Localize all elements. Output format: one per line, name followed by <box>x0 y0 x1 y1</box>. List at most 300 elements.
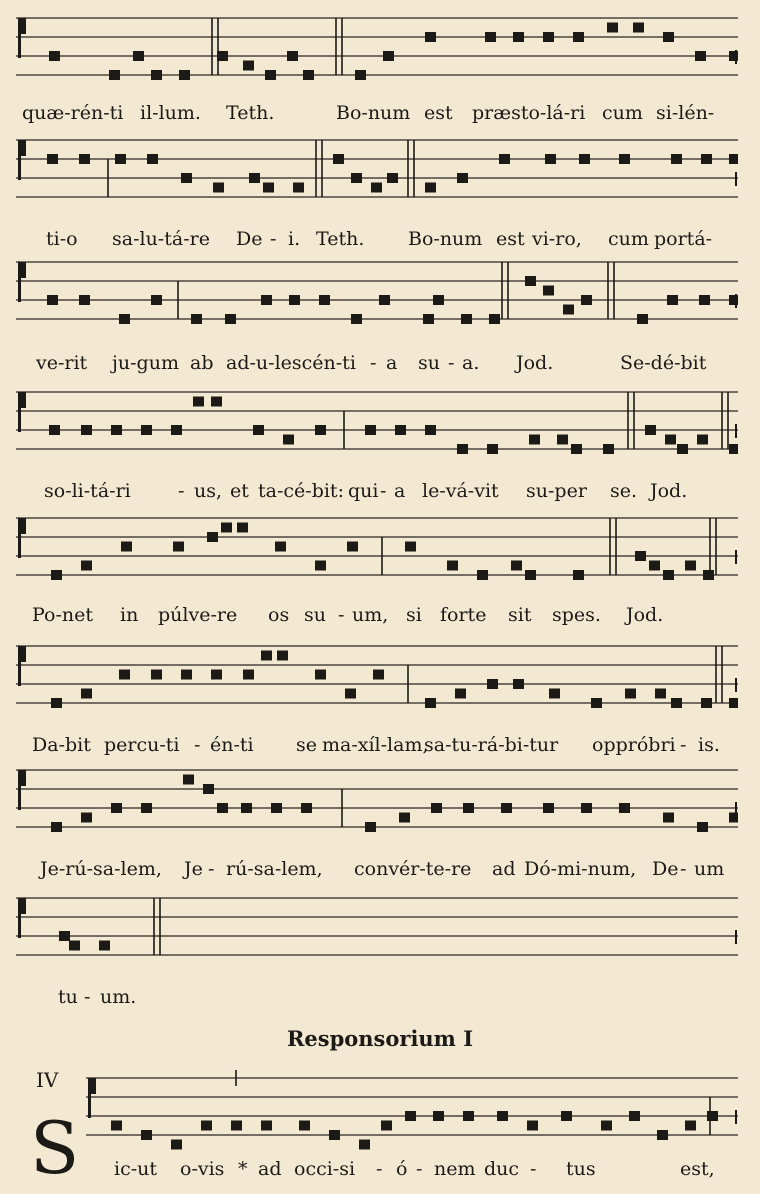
neume <box>695 51 706 61</box>
neume <box>299 1121 310 1131</box>
neume <box>645 425 656 435</box>
neume <box>707 1111 718 1121</box>
neume <box>301 803 312 813</box>
neume <box>663 32 674 42</box>
staff-6 <box>16 642 738 722</box>
neume <box>455 689 466 699</box>
neume <box>347 542 358 552</box>
clef-stem <box>18 898 21 938</box>
mode-label: IV <box>36 1068 59 1092</box>
neume <box>477 570 488 580</box>
staff-9 <box>86 1066 738 1156</box>
neume <box>319 295 330 305</box>
word: us, <box>194 480 223 502</box>
word: convér-te-re <box>354 858 472 880</box>
neume <box>671 698 682 708</box>
word: Jod. <box>650 480 688 502</box>
neume <box>171 425 182 435</box>
neume <box>573 570 584 580</box>
neume <box>685 561 696 571</box>
neume <box>211 397 222 407</box>
neume <box>119 670 130 680</box>
word: le-vá-vit <box>422 480 499 502</box>
neume <box>51 822 62 832</box>
clef-stem <box>88 1078 91 1118</box>
neume <box>667 295 678 305</box>
staff-5 <box>16 514 738 594</box>
neume <box>79 295 90 305</box>
neume <box>51 570 62 580</box>
neume <box>225 314 236 324</box>
word: én-ti <box>210 734 254 756</box>
neume <box>663 813 674 823</box>
neume <box>499 154 510 164</box>
word: ad <box>492 858 516 880</box>
word: Je-rú-sa-lem, <box>40 858 162 880</box>
neume <box>81 689 92 699</box>
neume <box>221 523 232 533</box>
word: - <box>84 986 91 1008</box>
neume <box>47 295 58 305</box>
neume <box>425 183 436 193</box>
clef-stem <box>18 392 21 432</box>
neume <box>487 444 498 454</box>
neume <box>557 435 568 445</box>
staff-7 <box>16 766 738 846</box>
neume <box>665 435 676 445</box>
neume <box>579 154 590 164</box>
word: se <box>296 734 317 756</box>
neume <box>111 1121 122 1131</box>
neume <box>729 51 738 61</box>
neume <box>171 1140 182 1150</box>
word: sa-tu-rá-bi-tur <box>424 734 559 756</box>
neume <box>571 444 582 454</box>
neume <box>637 314 648 324</box>
neume <box>329 1130 340 1140</box>
neume <box>147 154 158 164</box>
neume <box>649 561 660 571</box>
word: - <box>370 352 377 374</box>
word: Dó-mi-num, <box>524 858 637 880</box>
neume <box>151 70 162 80</box>
neume <box>181 173 192 183</box>
word: o-vis <box>180 1158 225 1180</box>
neume <box>607 23 618 33</box>
clef-stem <box>18 18 21 58</box>
neume <box>447 561 458 571</box>
lyrics-2 <box>30 228 730 254</box>
word: ti-o <box>46 228 78 250</box>
neume <box>207 532 218 542</box>
lyrics-7 <box>30 858 730 884</box>
word: vi-ro, <box>532 228 582 250</box>
neume <box>99 941 110 951</box>
neume <box>703 570 714 580</box>
neume <box>243 61 254 71</box>
neume <box>701 154 712 164</box>
word: - <box>178 480 185 502</box>
word: ab <box>190 352 214 374</box>
word: est, <box>680 1158 715 1180</box>
neume <box>293 183 304 193</box>
neume <box>525 276 536 286</box>
neume <box>213 183 224 193</box>
neume <box>133 51 144 61</box>
neume <box>371 183 382 193</box>
word: percu-ti <box>104 734 180 756</box>
neume <box>315 561 326 571</box>
neume <box>109 70 120 80</box>
word: - <box>270 228 277 250</box>
neume <box>373 670 384 680</box>
neume <box>685 1121 696 1131</box>
neume <box>179 70 190 80</box>
neume <box>365 425 376 435</box>
word: ve-rit <box>36 352 88 374</box>
neume <box>315 425 326 435</box>
neume <box>265 70 276 80</box>
neume <box>581 803 592 813</box>
word: - <box>194 734 201 756</box>
neume <box>485 32 496 42</box>
word: ad-u-lescén-ti <box>226 352 356 374</box>
neume <box>425 32 436 42</box>
neume <box>111 425 122 435</box>
neume <box>543 803 554 813</box>
neume <box>619 803 630 813</box>
neume <box>545 154 556 164</box>
word: qui <box>348 480 379 502</box>
neume <box>351 314 362 324</box>
neume <box>345 689 356 699</box>
word: spes. <box>552 604 601 626</box>
neume <box>261 295 272 305</box>
neume <box>275 542 286 552</box>
neume <box>151 670 162 680</box>
neume <box>501 803 512 813</box>
neume <box>303 70 314 80</box>
word: cum <box>608 228 649 250</box>
neume <box>425 425 436 435</box>
word: portá- <box>654 228 713 250</box>
neume <box>249 173 260 183</box>
neume <box>387 173 398 183</box>
word: ta-cé-bit: <box>258 480 344 502</box>
neume <box>359 1140 370 1150</box>
word: su-per <box>526 480 587 502</box>
word: púlve-re <box>158 604 238 626</box>
word: um, <box>352 604 389 626</box>
staff-8 <box>16 894 738 974</box>
neume <box>625 689 636 699</box>
neume <box>405 1111 416 1121</box>
word: - <box>376 1158 383 1180</box>
neume <box>699 295 710 305</box>
neume <box>381 1121 392 1131</box>
word: a. <box>462 352 480 374</box>
staff-3 <box>16 258 738 338</box>
clef-stem <box>18 140 21 180</box>
neume <box>603 444 614 454</box>
neume <box>49 51 60 61</box>
neume <box>81 813 92 823</box>
word: il-lum. <box>140 102 201 124</box>
staff-1-svg <box>16 14 738 94</box>
neume <box>203 784 214 794</box>
neume <box>543 32 554 42</box>
neume <box>729 444 738 454</box>
neume <box>563 305 574 315</box>
word: Je <box>184 858 203 880</box>
staff-8-svg <box>16 894 738 974</box>
neume <box>511 561 522 571</box>
neume <box>729 154 738 164</box>
word: forte <box>440 604 487 626</box>
clef-stem <box>18 262 21 302</box>
word: præsto-lá-ri <box>472 102 586 124</box>
initial-letter: S <box>30 1106 80 1190</box>
neume <box>671 154 682 164</box>
neume <box>601 1121 612 1131</box>
word: sa-lu-tá-re <box>112 228 210 250</box>
neume <box>241 803 252 813</box>
word: Se-dé-bit <box>620 352 707 374</box>
word: * <box>238 1158 248 1180</box>
neume <box>261 651 272 661</box>
word: - <box>380 480 387 502</box>
neume <box>635 551 646 561</box>
neume <box>543 286 554 296</box>
neume <box>529 435 540 445</box>
neume <box>191 314 202 324</box>
word: Teth. <box>316 228 365 250</box>
word: ju-gum <box>112 352 179 374</box>
word: a <box>386 352 398 374</box>
neume <box>487 679 498 689</box>
neume <box>263 183 274 193</box>
word: is. <box>698 734 720 756</box>
word: Po-net <box>32 604 93 626</box>
neume <box>457 173 468 183</box>
word: su <box>418 352 440 374</box>
word: tu <box>58 986 78 1008</box>
neume <box>399 813 410 823</box>
neume <box>581 295 592 305</box>
word: - <box>416 1158 423 1180</box>
word: duc <box>484 1158 520 1180</box>
staff-5-svg <box>16 514 738 594</box>
word: occi-si <box>294 1158 356 1180</box>
neume <box>81 561 92 571</box>
neume <box>549 689 560 699</box>
word: - <box>530 1158 537 1180</box>
neume <box>261 1121 272 1131</box>
word: nem <box>434 1158 476 1180</box>
word: oppróbri <box>592 734 676 756</box>
word: cum <box>602 102 643 124</box>
neume <box>59 931 70 941</box>
neume <box>657 1130 668 1140</box>
neume <box>573 32 584 42</box>
staff-2-svg <box>16 136 738 216</box>
neume <box>51 698 62 708</box>
neume <box>287 51 298 61</box>
section-heading: Responsorium I <box>286 1026 474 1051</box>
lyrics-3 <box>30 352 730 378</box>
neume <box>355 70 366 80</box>
neume <box>629 1111 640 1121</box>
word: Teth. <box>226 102 275 124</box>
neume <box>633 23 644 33</box>
neume <box>729 698 738 708</box>
staff-4 <box>16 388 738 468</box>
word: ad <box>258 1158 282 1180</box>
neume <box>217 803 228 813</box>
word: um. <box>100 986 137 1008</box>
neume <box>513 32 524 42</box>
neume <box>119 314 130 324</box>
neume <box>81 425 92 435</box>
neume <box>729 295 738 305</box>
word: - <box>448 352 455 374</box>
neume <box>141 425 152 435</box>
word: ic-ut <box>114 1158 158 1180</box>
neume <box>211 670 222 680</box>
neume <box>405 542 416 552</box>
word: Jod. <box>626 604 664 626</box>
word: se. <box>610 480 638 502</box>
lyrics-8 <box>30 986 730 1012</box>
neume <box>513 679 524 689</box>
neume <box>527 1121 538 1131</box>
neume <box>121 542 132 552</box>
clef-stem <box>18 770 21 810</box>
neume <box>49 425 60 435</box>
neume <box>463 803 474 813</box>
word: - <box>208 858 215 880</box>
word: De <box>236 228 263 250</box>
neume <box>183 775 194 785</box>
neume <box>115 154 126 164</box>
neume <box>489 314 500 324</box>
neume <box>333 154 344 164</box>
lyrics-1 <box>22 102 730 128</box>
staff-2 <box>16 136 738 216</box>
neume <box>379 295 390 305</box>
neume <box>243 670 254 680</box>
word: - <box>338 604 345 626</box>
neume <box>663 570 674 580</box>
neume <box>677 444 688 454</box>
word: rú-sa-lem, <box>226 858 323 880</box>
neume <box>79 154 90 164</box>
word: Jod. <box>516 352 554 374</box>
staff-9-svg <box>86 1066 738 1156</box>
neume <box>193 397 204 407</box>
neume <box>47 154 58 164</box>
neume <box>697 822 708 832</box>
neume <box>525 570 536 580</box>
neume <box>591 698 602 708</box>
staff-1 <box>16 14 738 94</box>
neume <box>395 425 406 435</box>
word: - <box>680 858 687 880</box>
neume <box>457 444 468 454</box>
neume <box>431 803 442 813</box>
neume <box>151 295 162 305</box>
neume <box>619 154 630 164</box>
lyrics-5 <box>30 604 730 630</box>
word: - <box>680 734 687 756</box>
neume <box>365 822 376 832</box>
word: Bo-num <box>336 102 411 124</box>
word: os <box>268 604 290 626</box>
neume <box>425 698 436 708</box>
neume <box>237 523 248 533</box>
neume <box>697 435 708 445</box>
lyrics-4 <box>30 480 730 506</box>
neume <box>289 295 300 305</box>
word: si <box>406 604 422 626</box>
neume <box>497 1111 508 1121</box>
word: est <box>496 228 525 250</box>
word: De <box>652 858 679 880</box>
neume <box>111 803 122 813</box>
neume <box>315 670 326 680</box>
word: sit <box>508 604 532 626</box>
staff-4-svg <box>16 388 738 468</box>
neume <box>561 1111 572 1121</box>
word: su <box>304 604 326 626</box>
staff-6-svg <box>16 642 738 722</box>
neume <box>277 651 288 661</box>
word: Da-bit <box>32 734 91 756</box>
neume <box>729 813 738 823</box>
neume <box>69 941 80 951</box>
neume <box>141 803 152 813</box>
word: quæ-rén-ti <box>22 102 124 124</box>
neume <box>383 51 394 61</box>
neume <box>231 1121 242 1131</box>
neume <box>423 314 434 324</box>
word: so-li-tá-ri <box>44 480 131 502</box>
neume <box>351 173 362 183</box>
word: Bo-num <box>408 228 483 250</box>
lyrics-9 <box>30 1158 730 1184</box>
word: in <box>120 604 139 626</box>
word: a <box>394 480 406 502</box>
staff-7-svg <box>16 766 738 846</box>
word: ma-xíl-lam, <box>322 734 429 756</box>
neume <box>433 295 444 305</box>
neume <box>461 314 472 324</box>
word: i. <box>288 228 301 250</box>
neume <box>173 542 184 552</box>
word: et <box>230 480 249 502</box>
staff-3-svg <box>16 258 738 338</box>
neume <box>655 689 666 699</box>
clef-stem <box>18 646 21 686</box>
neume <box>181 670 192 680</box>
clef-stem <box>18 518 21 558</box>
word: ó <box>396 1158 408 1180</box>
neume <box>701 698 712 708</box>
word: si-lén- <box>656 102 715 124</box>
neume <box>433 1111 444 1121</box>
word: tus <box>566 1158 596 1180</box>
neume <box>253 425 264 435</box>
